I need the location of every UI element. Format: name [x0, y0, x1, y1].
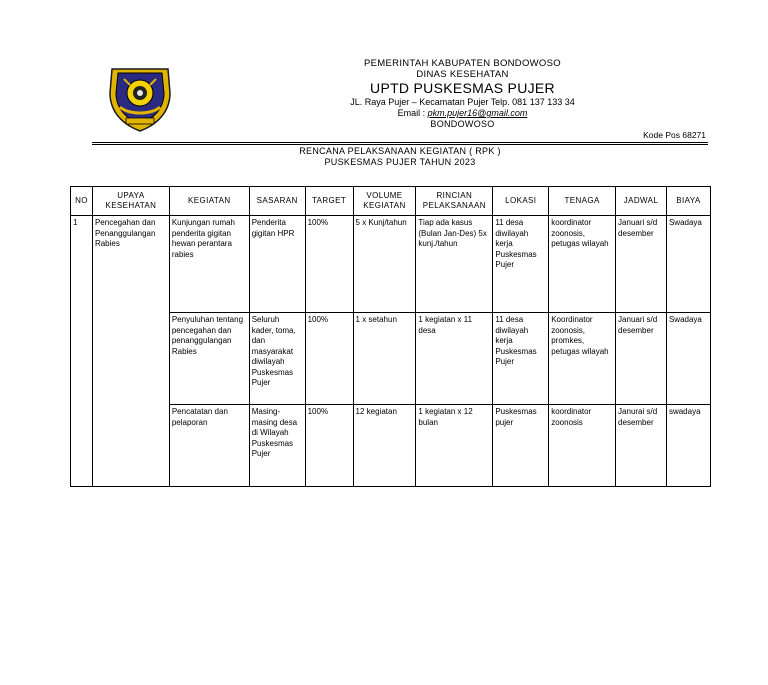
letterhead	[330, 58, 595, 130]
cell-volume: 1 x setahun	[353, 313, 416, 405]
cell-kegiatan: Pencatatan dan pelaporan	[169, 405, 249, 487]
cell-tenaga: koordinator zoonosis, petugas wilayah	[549, 216, 616, 313]
cell-rincian: 1 kegiatan x 12 bulan	[416, 405, 493, 487]
cell-sasaran: Seluruh kader, toma, dan masyarakat diwilayah Puskesmas Pujer	[249, 313, 305, 405]
cell-sasaran: Penderita gigitan HPR	[249, 216, 305, 313]
cell-biaya: Swadaya	[666, 216, 710, 313]
header-upaya: UPAYA KESEHATAN	[92, 187, 169, 216]
cell-sasaran: Masing-masing desa di Wilayah Puskesmas Pujer	[249, 405, 305, 487]
cell-biaya: Swadaya	[666, 313, 710, 405]
address-line: JL. Raya Pujer – Kecamatan Pujer Telp. 081 137 133 34	[350, 97, 575, 107]
header-divider	[92, 142, 708, 143]
cell-kegiatan: Kunjungan rumah penderita gigitan hewan perantara rabies	[169, 216, 249, 313]
header-tenaga: TENAGA	[549, 187, 616, 216]
email-link[interactable]: pkm.pujer16@gmail.com	[427, 108, 528, 118]
header-lokasi: LOKASI	[493, 187, 549, 216]
cell-rincian: 1 kegiatan x 11 desa	[416, 313, 493, 405]
cell-kegiatan: Penyuluhan tentang pencegahan dan penanggulangan Rabies	[169, 313, 249, 405]
email-line	[330, 108, 595, 119]
cell-jadwal: Janurai s/d desember	[616, 405, 667, 487]
city-line: BONDOWOSO	[430, 119, 495, 129]
cell-rincian: Tiap ada kasus (Bulan Jan-Des) 5x kunj./tahun	[416, 216, 493, 313]
table-header-row	[71, 187, 711, 216]
cell-lokasi: Puskesmas pujer	[493, 405, 549, 487]
header-jadwal: JADWAL	[616, 187, 667, 216]
title-line-2: PUSKESMAS PUJER TAHUN 2023	[324, 157, 476, 167]
header-rincian: RINCIAN PELAKSANAAN	[416, 187, 493, 216]
header-kegiatan: KEGIATAN	[169, 187, 249, 216]
cell-tenaga: koordinator zoonosis	[549, 405, 616, 487]
cell-upaya: Pencegahan dan Penanggulangan Rabies	[92, 216, 169, 487]
header-biaya: BIAYA	[666, 187, 710, 216]
government-line: PEMERINTAH KABUPATEN BONDOWOSO	[364, 58, 561, 69]
cell-lokasi: 11 desa diwilayah kerja Puskesmas Pujer	[493, 216, 549, 313]
cell-lokasi: 11 desa diwilayah kerja Puskesmas Pujer	[493, 313, 549, 405]
department-line: DINAS KESEHATAN	[416, 69, 509, 80]
institution-name: UPTD PUSKESMAS PUJER	[370, 80, 555, 96]
title-line-1: RENCANA PELAKSANAAN KEGIATAN ( RPK )	[299, 146, 501, 156]
cell-target: 100%	[305, 216, 353, 313]
cell-tenaga: Koordinator zoonosis, promkes, petugas wilayah	[549, 313, 616, 405]
cell-jadwal: Januari s/d desember	[616, 216, 667, 313]
cell-jadwal: Januari s/d desember	[616, 313, 667, 405]
document-title	[92, 146, 708, 168]
cell-target: 100%	[305, 405, 353, 487]
cell-target: 100%	[305, 313, 353, 405]
postal-code: Kode Pos 68271	[643, 130, 706, 140]
header-no: NO	[71, 187, 93, 216]
rpk-table	[70, 186, 711, 487]
table-row	[71, 216, 711, 313]
header-sasaran: SASARAN	[249, 187, 305, 216]
cell-no: 1	[71, 216, 93, 487]
header-volume: VOLUME KEGIATAN	[353, 187, 416, 216]
header-divider-secondary	[92, 144, 708, 145]
cell-volume: 5 x Kunj/tahun	[353, 216, 416, 313]
cell-biaya: swadaya	[666, 405, 710, 487]
bondowoso-regency-logo	[104, 63, 176, 135]
cell-volume: 12 kegiatan	[353, 405, 416, 487]
header-target: TARGET	[305, 187, 353, 216]
email-label: Email :	[397, 108, 428, 118]
